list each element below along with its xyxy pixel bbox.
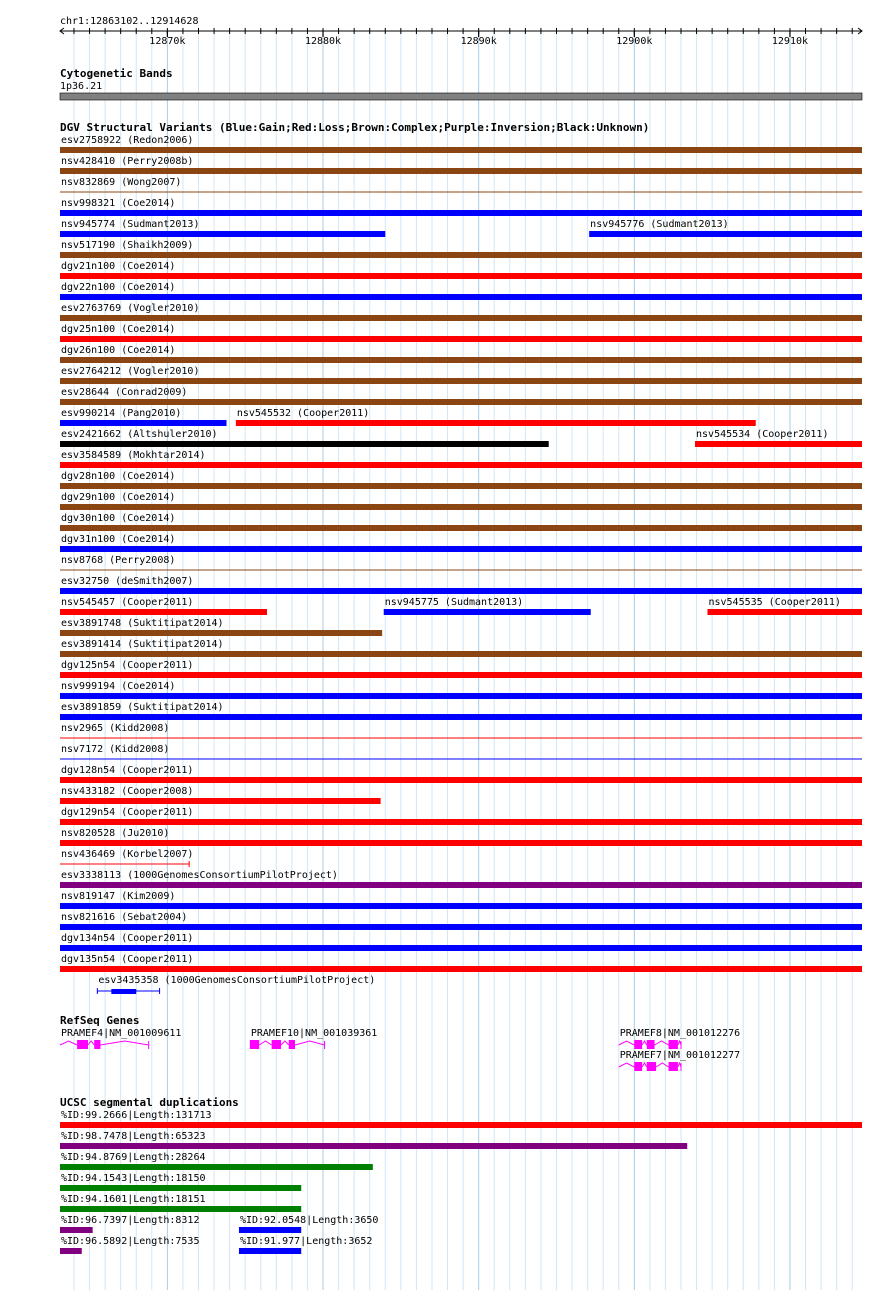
gene-exon (647, 1062, 656, 1071)
sv-feature[interactable] (60, 681, 862, 699)
refseq-track (60, 1014, 740, 1071)
sv-label: nsv545534 (Cooper2011) (696, 429, 829, 440)
sv-bar[interactable] (60, 462, 862, 468)
sv-feature[interactable] (60, 597, 267, 615)
sv-bar[interactable] (695, 441, 862, 447)
segdup-feature[interactable] (60, 1152, 373, 1170)
sv-feature[interactable] (97, 975, 375, 994)
gene-intron (88, 1041, 94, 1045)
sv-label: nsv945774 (Sudmant2013) (61, 219, 200, 230)
sv-feature[interactable] (60, 807, 862, 825)
sv-label: nsv2965 (Kidd2008) (61, 723, 170, 734)
sv-feature[interactable] (60, 408, 227, 426)
sv-feature[interactable] (60, 345, 862, 363)
sv-bar[interactable] (236, 420, 756, 426)
segdup-feature[interactable] (239, 1215, 378, 1233)
sv-feature[interactable] (60, 765, 862, 783)
sv-label: esv3891414 (Suktitipat2014) (61, 639, 224, 650)
sv-feature[interactable] (60, 366, 862, 384)
gene-exon (647, 1040, 655, 1049)
ruler-tick-label: 12910k (771, 36, 809, 47)
sv-bar[interactable] (589, 231, 862, 237)
sv-bar[interactable] (60, 588, 862, 594)
sv-feature[interactable] (60, 450, 862, 468)
gene-intron (619, 1041, 635, 1045)
gene-exon (272, 1040, 281, 1049)
sv-label: dgv134n54 (Cooper2011) (61, 933, 194, 944)
sv-feature[interactable] (384, 597, 591, 615)
sv-bar[interactable] (60, 210, 862, 216)
sv-bar[interactable] (384, 609, 591, 615)
sv-bar[interactable] (60, 294, 862, 300)
segdup-feature[interactable] (60, 1110, 862, 1128)
sv-feature[interactable] (60, 954, 862, 972)
sv-label: nsv517190 (Shaikh2009) (61, 240, 194, 251)
locus-label: chr1:12863102..12914628 (60, 16, 199, 27)
gene-intron (295, 1041, 325, 1045)
sv-label: dgv128n54 (Cooper2011) (61, 765, 194, 776)
sv-bar[interactable] (60, 693, 862, 699)
sv-feature[interactable] (60, 555, 862, 570)
sv-feature[interactable] (60, 618, 382, 636)
segdup-features (60, 1110, 862, 1254)
sv-bar[interactable] (60, 651, 862, 657)
sv-label: dgv28n100 (Coe2014) (61, 471, 176, 482)
sv-feature[interactable] (60, 912, 862, 930)
cytoband-bar[interactable] (60, 93, 862, 100)
ruler-tick-label: 12870k (149, 36, 186, 47)
sv-feature[interactable] (60, 135, 862, 153)
sv-label: nsv821616 (Sebat2004) (61, 912, 188, 923)
segdup-feature[interactable] (60, 1131, 687, 1149)
sv-bar[interactable] (60, 924, 862, 930)
gene-intron (642, 1063, 647, 1067)
sv-bar[interactable] (60, 420, 227, 426)
sv-feature[interactable] (60, 303, 862, 321)
sv-feature[interactable] (236, 408, 756, 426)
sv-feature[interactable] (60, 492, 862, 510)
gene-exon (634, 1040, 642, 1049)
segdup-track (60, 1096, 862, 1254)
sv-feature[interactable] (60, 702, 862, 720)
sv-label: nsv545532 (Cooper2011) (236, 408, 370, 419)
sv-label: nsv998321 (Coe2014) (61, 198, 176, 209)
sv-feature[interactable] (60, 177, 862, 192)
sv-label: nsv945775 (Sudmant2013) (384, 597, 524, 608)
sv-label: dgv29n100 (Coe2014) (61, 492, 176, 503)
sv-feature[interactable] (60, 870, 862, 888)
sv-label: esv3891748 (Suktitipat2014) (61, 618, 224, 629)
segdup-label: %ID:94.8769|Length:28264 (61, 1152, 206, 1163)
gene-exon (634, 1062, 642, 1071)
sv-label: dgv31n100 (Coe2014) (61, 534, 176, 545)
sv-feature[interactable] (60, 282, 862, 300)
gene-feature[interactable] (250, 1028, 377, 1049)
sv-label: nsv8768 (Perry2008) (61, 555, 176, 566)
sv-bar[interactable] (60, 315, 862, 321)
segdup-feature[interactable] (60, 1236, 199, 1254)
sv-label: nsv832869 (Wong2007) (61, 177, 182, 188)
gene-exon (77, 1040, 88, 1049)
sv-bar[interactable] (60, 777, 862, 783)
gene-label: PRAMEF10|NM_001039361 (250, 1028, 378, 1039)
sv-feature[interactable] (60, 198, 862, 216)
sv-bar[interactable] (60, 336, 862, 342)
gene-intron (655, 1041, 669, 1045)
sv-feature[interactable] (60, 534, 862, 552)
segdup-label: %ID:92.0548|Length:3650 (239, 1215, 379, 1226)
sv-bar[interactable] (60, 546, 862, 552)
sv-label: esv3584589 (Mokhtar2014) (61, 450, 206, 461)
sv-bar[interactable] (60, 945, 862, 951)
sv-bar[interactable] (60, 483, 862, 489)
segdup-label: %ID:96.5892|Length:7535 (61, 1236, 200, 1247)
sv-feature[interactable] (707, 597, 862, 615)
sv-bar[interactable] (707, 609, 862, 615)
sv-feature[interactable] (60, 891, 862, 909)
sv-feature[interactable] (60, 324, 862, 342)
gene-intron (60, 1041, 77, 1045)
sv-feature[interactable] (60, 723, 862, 738)
sv-feature[interactable] (60, 156, 862, 174)
sv-label: nsv436469 (Korbel2007) (61, 849, 194, 860)
sv-bar[interactable] (60, 714, 862, 720)
sv-label: dgv129n54 (Cooper2011) (61, 807, 194, 818)
sv-bar-core[interactable] (111, 989, 136, 994)
sv-feature[interactable] (60, 639, 862, 657)
sv-label: esv2758922 (Redon2006) (61, 135, 194, 146)
sv-label: dgv26n100 (Coe2014) (61, 345, 176, 356)
cytoband-label: 1p36.21 (60, 81, 103, 92)
sv-label: esv28644 (Conrad2009) (61, 387, 188, 398)
sv-feature[interactable] (60, 471, 862, 489)
dgv-title: DGV Structural Variants (Blue:Gain;Red:Loss;Brown:Complex;Purple:Inversion;Black:Unknown) (60, 121, 650, 134)
sv-feature[interactable] (60, 240, 862, 258)
sv-feature[interactable] (60, 261, 862, 279)
sv-bar[interactable] (60, 525, 862, 531)
cytoband-title: Cytogenetic Bands (60, 67, 173, 80)
gene-intron (100, 1041, 148, 1045)
sv-bar[interactable] (60, 798, 381, 804)
sv-feature[interactable] (60, 828, 862, 846)
sv-bar[interactable] (60, 609, 267, 615)
sv-label: esv3435358 (1000GenomesConsortiumPilotProject) (98, 975, 376, 986)
sv-bar[interactable] (60, 819, 862, 825)
ruler-tick-label: 12900k (616, 36, 653, 47)
segdup-bar[interactable] (239, 1227, 301, 1233)
sv-bar[interactable] (60, 840, 862, 846)
gene-label: PRAMEF8|NM_001012276 (619, 1028, 741, 1039)
sv-label: dgv135n54 (Cooper2011) (61, 954, 194, 965)
gene-label: PRAMEF7|NM_001012277 (619, 1050, 741, 1061)
segdup-feature[interactable] (60, 1194, 301, 1212)
segdup-feature[interactable] (239, 1236, 372, 1254)
sv-bar[interactable] (60, 378, 862, 384)
sv-label: nsv945776 (Sudmant2013) (590, 219, 729, 230)
sv-label: dgv25n100 (Coe2014) (61, 324, 176, 335)
sv-bar[interactable] (60, 672, 862, 678)
sv-bar[interactable] (60, 147, 862, 153)
sv-label: esv3338113 (1000GenomesConsortiumPilotProject) (61, 870, 338, 881)
sv-feature[interactable] (60, 513, 862, 531)
segdup-bar[interactable] (60, 1227, 93, 1233)
gene-intron (281, 1041, 289, 1045)
gene-feature[interactable] (619, 1028, 740, 1049)
sv-feature[interactable] (60, 786, 381, 804)
sv-label: esv990214 (Pang2010) (61, 408, 182, 419)
sv-label: nsv820528 (Ju2010) (61, 828, 170, 839)
segdup-label: %ID:94.1543|Length:18150 (61, 1173, 206, 1184)
sv-bar[interactable] (60, 966, 862, 972)
segdup-label: %ID:96.7397|Length:8312 (61, 1215, 200, 1226)
sv-feature[interactable] (60, 744, 862, 759)
sv-label: dgv21n100 (Coe2014) (61, 261, 176, 272)
sv-label: nsv428410 (Perry2008b) (61, 156, 194, 167)
sv-label: dgv22n100 (Coe2014) (61, 282, 176, 293)
sv-bar[interactable] (60, 399, 862, 405)
sv-label: dgv125n54 (Cooper2011) (61, 660, 194, 671)
sv-label: nsv433182 (Cooper2008) (61, 786, 194, 797)
sv-bar[interactable] (60, 903, 862, 909)
sv-feature[interactable] (60, 219, 385, 237)
gene-intron (619, 1063, 635, 1067)
sv-bar[interactable] (60, 252, 862, 258)
sv-label: esv2421662 (Altshuler2010) (61, 429, 218, 440)
sv-feature[interactable] (60, 849, 193, 867)
ruler-tick-label: 12880k (304, 36, 342, 47)
sv-label: nsv545457 (Cooper2011) (61, 597, 194, 608)
sv-label: esv32750 (deSmith2007) (61, 576, 194, 587)
gene-exon (669, 1040, 678, 1049)
dgv-track (60, 121, 862, 994)
sv-bar[interactable] (60, 231, 385, 237)
segdup-title: UCSC segmental duplications (60, 1096, 239, 1109)
dgv-features (60, 135, 862, 994)
sv-bar[interactable] (60, 882, 862, 888)
segdup-bar[interactable] (60, 1248, 82, 1254)
segdup-bar[interactable] (60, 1164, 373, 1170)
gene-exon (289, 1040, 295, 1049)
segdup-label: %ID:94.1601|Length:18151 (61, 1194, 206, 1205)
gene-exon (669, 1062, 678, 1071)
segdup-label: %ID:98.7478|Length:65323 (61, 1131, 206, 1142)
gene-intron (656, 1063, 668, 1067)
segdup-label: %ID:99.2666|Length:131713 (61, 1110, 212, 1121)
gene-feature[interactable] (619, 1050, 740, 1071)
sv-bar[interactable] (60, 630, 382, 636)
sv-label: nsv999194 (Coe2014) (61, 681, 176, 692)
sv-bar[interactable] (60, 168, 862, 174)
sv-label: esv3891859 (Suktitipat2014) (61, 702, 224, 713)
cytoband-track (60, 67, 862, 100)
sv-label: esv2764212 (Vogler2010) (61, 366, 200, 377)
segdup-bar[interactable] (60, 1143, 687, 1149)
sv-feature[interactable] (60, 660, 862, 678)
sv-bar[interactable] (60, 504, 862, 510)
sv-feature[interactable] (60, 576, 862, 594)
sv-label: nsv545535 (Cooper2011) (708, 597, 841, 608)
refseq-title: RefSeq Genes (60, 1014, 140, 1027)
sv-feature[interactable] (60, 387, 862, 405)
gene-label: PRAMEF4|NM_001009611 (61, 1028, 182, 1039)
segdup-label: %ID:91.977|Length:3652 (239, 1236, 373, 1247)
gene-exon (94, 1040, 100, 1049)
sv-feature[interactable] (60, 933, 862, 951)
sv-bar[interactable] (60, 357, 862, 363)
segdup-feature[interactable] (60, 1215, 199, 1233)
ruler (60, 16, 862, 47)
sv-label: nsv7172 (Kidd2008) (61, 744, 170, 755)
sv-label: esv2763769 (Vogler2010) (61, 303, 200, 314)
segdup-bar[interactable] (60, 1206, 301, 1212)
gene-exon (250, 1040, 259, 1049)
sv-bar[interactable] (60, 273, 862, 279)
gene-intron (642, 1041, 647, 1045)
segdup-bar[interactable] (60, 1185, 301, 1191)
segdup-feature[interactable] (60, 1173, 301, 1191)
ruler-tick-label: 12890k (460, 36, 497, 47)
refseq-features (60, 1028, 740, 1071)
sv-label: dgv30n100 (Coe2014) (61, 513, 176, 524)
segdup-bar[interactable] (239, 1248, 301, 1254)
sv-label: nsv819147 (Kim2009) (61, 891, 176, 902)
sv-bar[interactable] (60, 441, 549, 447)
segdup-bar[interactable] (60, 1122, 862, 1128)
sv-feature[interactable] (60, 429, 549, 447)
